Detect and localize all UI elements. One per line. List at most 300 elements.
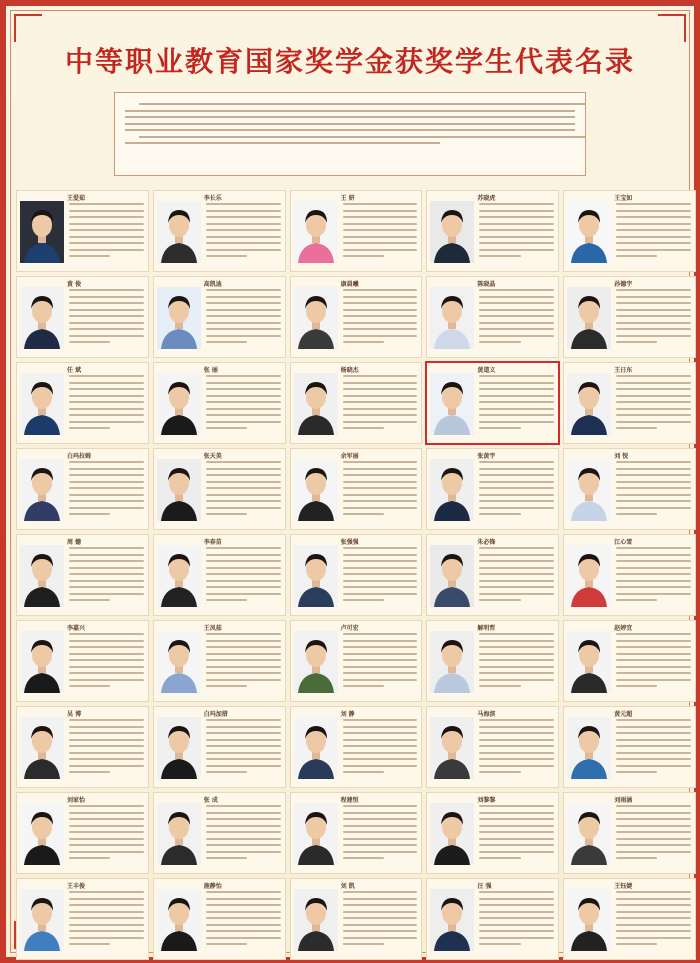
student-photo [567,287,611,349]
description-line [479,309,554,311]
student-card [290,878,423,960]
description-line [69,580,144,582]
student-name: 王丰俊 [67,883,86,890]
description-line [69,752,144,754]
description-line [206,494,281,496]
description-line [479,296,554,298]
student-photo [157,717,201,779]
description-line [69,513,110,515]
description-line [69,289,144,291]
description-line [69,236,144,238]
description-line [69,507,144,509]
description-line [479,812,554,814]
description-line [343,210,418,212]
description-line [479,375,554,377]
student-photo [430,803,474,865]
description-line [616,487,691,489]
student-name: 高凯迪 [203,281,222,288]
description-line [343,375,418,377]
description-line [479,223,554,225]
description-line [69,554,144,556]
student-name: 王凤茹 [203,625,222,632]
description-line [206,507,281,509]
student-name: 苏晓虎 [477,195,496,202]
student-description [206,289,281,348]
description-line [343,382,418,384]
student-card [563,620,696,702]
description-line [616,560,691,562]
description-line [479,203,554,205]
corner-ornament [658,14,686,42]
description-line [343,599,384,601]
description-line [479,382,554,384]
student-name: 任 斌 [67,367,82,374]
description-line [616,924,691,926]
description-line [69,468,144,470]
description-line [343,408,418,410]
student-card [426,448,559,530]
description-line [343,328,418,330]
description-line [206,567,281,569]
description-line [616,382,691,384]
description-line [616,401,691,403]
description-line [206,315,281,317]
student-card [153,706,286,788]
description-line [206,341,247,343]
description-line [206,917,281,919]
student-description [69,719,144,778]
description-line [616,421,691,423]
description-line [206,296,281,298]
description-line [206,382,281,384]
description-line [69,421,144,423]
description-line [206,461,281,463]
student-name: 施静怡 [203,883,222,890]
description-line [343,752,418,754]
description-line [69,210,144,212]
description-line [616,315,691,317]
student-card [153,534,286,616]
description-line [479,758,554,760]
description-line [479,487,554,489]
description-line [343,745,418,747]
description-line [343,937,418,939]
description-line [616,481,691,483]
description-line [479,672,554,674]
description-line [69,640,144,642]
description-line [343,468,418,470]
student-description [616,633,691,692]
description-line [69,685,110,687]
description-line [343,765,418,767]
student-description [69,289,144,348]
description-line [69,937,144,939]
description-line [479,719,554,721]
student-card [426,190,559,272]
student-name: 黄道义 [477,367,496,374]
student-photo [567,631,611,693]
description-line [616,468,691,470]
description-line [69,203,144,205]
description-line [69,917,144,919]
description-line [69,255,110,257]
student-description [479,891,554,950]
description-line [206,468,281,470]
description-line [343,461,418,463]
description-line [343,249,418,251]
description-line [479,679,554,681]
description-line [479,726,554,728]
description-line [616,805,691,807]
description-line [206,672,281,674]
student-description [69,461,144,520]
student-card [426,276,559,358]
description-line [206,593,281,595]
description-line [206,408,281,410]
description-line [206,765,281,767]
student-description [616,547,691,606]
description-line [479,216,554,218]
description-line [479,328,554,330]
description-line [343,818,418,820]
student-photo [157,459,201,521]
description-line [479,844,554,846]
description-line [343,739,418,741]
description-line [616,758,691,760]
student-description [479,203,554,262]
student-name: 江心雪 [614,539,633,546]
description-line [479,554,554,556]
description-line [343,289,418,291]
description-line [69,229,144,231]
student-photo [20,545,64,607]
student-photo [157,889,201,951]
description-line [616,580,691,582]
description-line [69,395,144,397]
description-line [69,216,144,218]
description-line [479,236,554,238]
description-line [69,679,144,681]
description-line [616,216,691,218]
description-line [69,818,144,820]
description-line [206,825,281,827]
description-line [69,567,144,569]
description-line [69,771,110,773]
description-line [343,507,418,509]
description-line [479,640,554,642]
description-line [479,573,554,575]
student-photo [20,459,64,521]
description-line [206,726,281,728]
student-card [16,362,149,444]
student-description [343,547,418,606]
student-photo [567,889,611,951]
description-line [343,203,418,205]
description-line [616,395,691,397]
description-line [343,586,418,588]
description-line [616,427,657,429]
description-line [616,328,691,330]
description-line [616,554,691,556]
description-line [206,395,281,397]
student-name: 刘 凯 [340,883,355,890]
description-line [343,633,418,635]
description-line [343,322,418,324]
description-line [69,560,144,562]
description-line [206,560,281,562]
description-line [479,666,554,668]
description-line [206,328,281,330]
description-line [69,857,110,859]
description-line [479,335,554,337]
description-line [69,481,144,483]
student-description [69,547,144,606]
student-card [290,534,423,616]
student-photo [567,201,611,263]
student-card [563,362,696,444]
description-line [69,838,144,840]
student-card [290,792,423,874]
description-line [343,943,384,945]
student-description [616,805,691,864]
student-name: 王宝如 [614,195,633,202]
student-card [153,620,286,702]
description-line [69,586,144,588]
description-line [343,719,418,721]
description-line [479,838,554,840]
description-line [479,468,554,470]
student-card [290,620,423,702]
description-line [206,547,281,549]
student-description [479,633,554,692]
description-line [479,494,554,496]
corner-ornament [14,14,42,42]
description-line [343,315,418,317]
student-card [16,878,149,960]
student-card [16,190,149,272]
description-line [479,567,554,569]
student-name: 李嘉兴 [67,625,86,632]
description-line [206,911,281,913]
student-photo [20,373,64,435]
student-photo [294,631,338,693]
description-line [69,719,144,721]
description-line [343,236,418,238]
description-line [479,633,554,635]
description-line [616,461,691,463]
description-line [616,672,691,674]
student-description [206,461,281,520]
student-card [153,448,286,530]
description-line [616,573,691,575]
description-line [343,646,418,648]
student-card [426,362,559,444]
description-line [343,917,418,919]
student-photo [157,631,201,693]
student-photo [430,889,474,951]
description-line [206,758,281,760]
description-line [616,633,691,635]
student-card [290,706,423,788]
description-line [343,554,418,556]
description-line [343,666,418,668]
student-card [16,448,149,530]
student-name: 张 丽 [203,367,218,374]
student-name: 刘黎黎 [477,797,496,804]
description-line [479,242,554,244]
description-line [616,242,691,244]
description-line [616,937,691,939]
description-line [206,481,281,483]
description-line [616,646,691,648]
description-line [479,765,554,767]
description-line [343,388,418,390]
student-description [69,633,144,692]
student-name: 余军丽 [340,453,359,460]
student-photo [430,201,474,263]
description-line [616,547,691,549]
description-line [616,640,691,642]
description-line [479,500,554,502]
description-line [479,289,554,291]
student-card [563,190,696,272]
description-line [69,805,144,807]
student-photo [20,717,64,779]
student-card [563,276,696,358]
description-line [616,255,657,257]
description-line [69,242,144,244]
description-line [69,851,144,853]
student-description [343,289,418,348]
description-line [206,242,281,244]
description-line [616,494,691,496]
description-line [69,408,144,410]
description-line [69,401,144,403]
description-line [343,487,418,489]
description-line [69,322,144,324]
description-line [616,210,691,212]
student-card [426,792,559,874]
description-line [206,752,281,754]
description-line [206,388,281,390]
student-description [616,375,691,434]
description-line [206,580,281,582]
student-description [343,633,418,692]
student-description [206,375,281,434]
description-line [343,898,418,900]
description-line [206,474,281,476]
description-line [479,210,554,212]
description-line [343,427,384,429]
description-line [69,382,144,384]
description-line [206,335,281,337]
student-photo [294,889,338,951]
description-line [69,844,144,846]
intro-line [125,142,440,144]
student-photo [430,717,474,779]
student-description [69,375,144,434]
description-line [479,461,554,463]
description-line [206,685,247,687]
description-line [616,249,691,251]
description-line [479,937,554,939]
student-photo [567,373,611,435]
description-line [616,930,691,932]
description-line [206,599,247,601]
student-photo [294,201,338,263]
student-card [16,276,149,358]
intro-line [125,110,575,112]
description-line [69,474,144,476]
description-line [616,732,691,734]
student-photo [430,459,474,521]
description-line [206,421,281,423]
description-line [206,891,281,893]
intro-text-box [114,92,586,176]
student-card [153,792,286,874]
description-line [616,765,691,767]
student-description [206,719,281,778]
student-name: 杨晓杰 [340,367,359,374]
description-line [616,752,691,754]
description-line [69,666,144,668]
student-photo [430,373,474,435]
intro-line [125,129,575,131]
description-line [206,216,281,218]
description-line [616,857,657,859]
description-line [479,599,520,601]
description-line [479,427,520,429]
description-line [343,229,418,231]
description-line [69,494,144,496]
description-line [69,943,110,945]
description-line [616,296,691,298]
description-line [343,223,418,225]
description-line [206,255,247,257]
description-line [343,679,418,681]
description-line [206,838,281,840]
description-line [69,500,144,502]
description-line [69,672,144,674]
intro-line [139,136,586,138]
student-card [290,362,423,444]
description-line [206,203,281,205]
description-line [616,831,691,833]
description-line [343,857,384,859]
description-line [343,653,418,655]
description-line [69,427,110,429]
student-card [16,620,149,702]
student-photo [20,889,64,951]
description-line [206,322,281,324]
description-line [343,672,418,674]
student-photo [430,631,474,693]
description-line [206,937,281,939]
student-description [343,891,418,950]
description-line [616,593,691,595]
description-line [69,296,144,298]
description-line [479,857,520,859]
description-line [616,567,691,569]
student-card [290,448,423,530]
description-line [206,679,281,681]
student-card [16,706,149,788]
description-line [616,659,691,661]
student-card [153,276,286,358]
description-line [616,653,691,655]
description-line [206,653,281,655]
student-description [69,805,144,864]
